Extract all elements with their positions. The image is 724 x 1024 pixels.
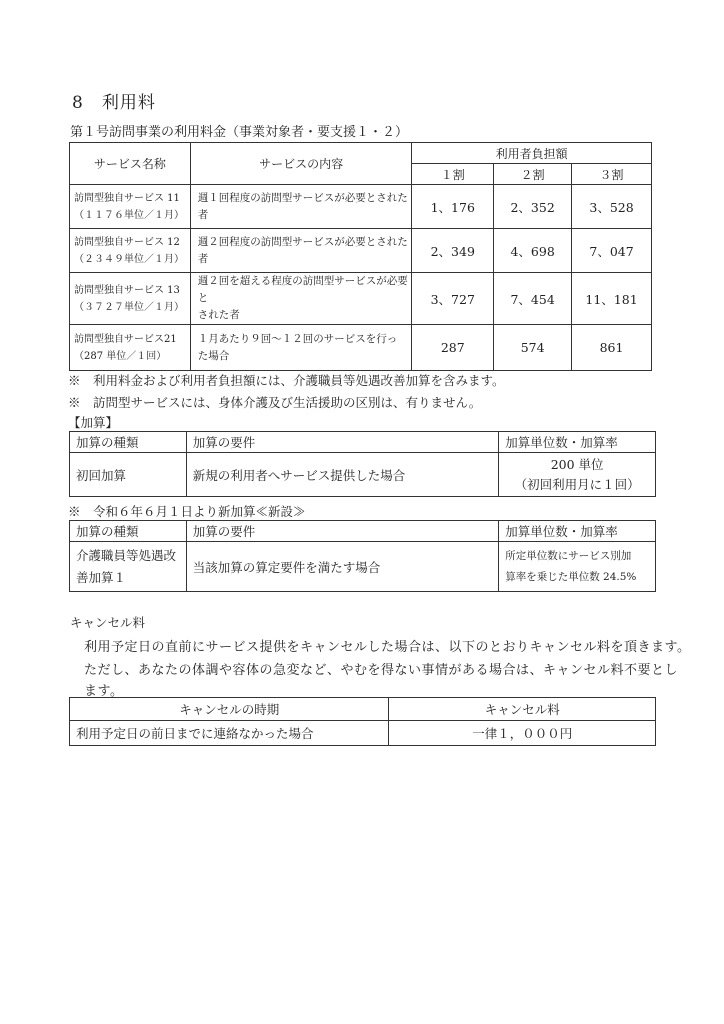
service-content: 週１回程度の訪問型サービスが必要とされた者 [197, 191, 408, 221]
addition-type-cont: 善加算１ [76, 569, 127, 585]
burden-1wari: 3、727 [412, 273, 494, 325]
addition-rate: 所定単位数にサービス別加 [505, 549, 632, 562]
addition-type-header: 加算の種類 [70, 521, 187, 542]
table-row [70, 542, 656, 592]
service-content-cont: された者 [197, 309, 240, 321]
table-row [70, 453, 656, 497]
addition-table-initial [69, 431, 656, 497]
col-content-header: サービスの内容 [190, 143, 412, 185]
burden-3wari: 861 [572, 325, 652, 371]
addition-rate-header: 加算単位数・加算率 [499, 521, 656, 542]
burden-2wari: 7、454 [494, 273, 572, 325]
col-3wari-header: ３割 [572, 164, 652, 185]
addition-units: 200 単位 [550, 456, 604, 472]
addition-rate-header: 加算単位数・加算率 [499, 432, 656, 453]
service-name: 訪問型独自サービス 12 [74, 236, 180, 248]
burden-3wari: 3、528 [572, 185, 652, 229]
burden-3wari: 11、181 [572, 273, 652, 325]
addition-type: 介護職員等処遇改 [76, 547, 177, 563]
burden-1wari: 1、176 [412, 185, 494, 229]
addition-type-header: 加算の種類 [70, 432, 187, 453]
col-1wari-header: １割 [412, 164, 494, 185]
note-no-distinction: ※ 訪問型サービスには、身体介護及び生活援助の区別は、有りません。 [68, 395, 482, 410]
burden-1wari: 2、349 [412, 229, 494, 273]
burden-2wari: 574 [494, 325, 572, 371]
addition-table-improvement [69, 520, 656, 592]
note-processing-improvement: ※ 利用料金および利用者負担額には、介護職員等処遇改善加算を含みます。 [68, 373, 505, 388]
cancel-table [69, 697, 656, 746]
table-row [70, 273, 652, 325]
addition-requirement: 当該加算の算定要件を満たす場合 [186, 542, 498, 592]
service-name: 訪問型独自サービス21 [74, 333, 177, 345]
cancel-paragraph-3: ます。 [84, 684, 124, 699]
service-units: （２３４９単位／１月） [74, 253, 184, 265]
service-name: 訪問型独自サービス 11 [74, 192, 180, 204]
cancel-fee: 一律１，０００円 [389, 721, 656, 746]
section-heading: 8 利用料 [72, 93, 156, 113]
service-content-cont: た場合 [197, 349, 230, 362]
service-content: １月あたり９回～１２回のサービスを行っ [197, 332, 398, 345]
cancel-time-header: キャンセルの時期 [70, 698, 389, 721]
service-units: （３７２７単位／１月） [74, 301, 184, 313]
note-new-addition: ※ 令和６年６月１日より新加算≪新設≫ [68, 504, 306, 519]
col-service-header: サービス名称 [70, 143, 191, 185]
addition-requirement: 新規の利用者へサービス提供した場合 [186, 453, 498, 497]
service-name: 訪問型独自サービス 13 [74, 284, 180, 296]
addition-units-note: （初回利用月に１回） [514, 476, 640, 492]
addition-rate-cont: 算率を乗じた単位数 24.5% [505, 570, 637, 583]
cancel-paragraph-1: 利用予定日の直前にサービス提供をキャンセルした場合は、以下のとおりキャンセル料を頂きます。 [84, 640, 691, 655]
service-content: 週２回程度の訪問型サービスが必要とされた者 [197, 235, 408, 265]
cancel-time: 利用予定日の前日までに連絡なかった場合 [70, 721, 389, 746]
burden-2wari: 2、352 [494, 185, 572, 229]
table-row [70, 325, 652, 371]
burden-1wari: 287 [412, 325, 494, 371]
addition-label: 【加算】 [68, 415, 119, 430]
service-units: （１１７６単位／１月） [74, 209, 184, 221]
cancel-paragraph-2: ただし、あなたの体調や容体の急変など、やむを得ない事情がある場合は、キャンセル料不要とし [84, 663, 679, 678]
fee-table-title: 第１号訪問事業の利用料金（事業対象者・要支援１・２） [70, 125, 409, 140]
col-2wari-header: ２割 [494, 164, 572, 185]
addition-requirement-header: 加算の要件 [186, 432, 498, 453]
addition-type: 初回加算 [70, 453, 187, 497]
cancel-fee-header: キャンセル料 [389, 698, 656, 721]
table-row [70, 229, 652, 273]
table-row [70, 185, 652, 229]
service-units: （287 単位／１回） [74, 350, 167, 362]
cancel-fee-title: キャンセル料 [70, 615, 146, 630]
addition-requirement-header: 加算の要件 [186, 521, 498, 542]
table-row [70, 721, 656, 746]
col-burden-header: 利用者負担額 [412, 143, 652, 164]
service-content: 週２回を超える程度の訪問型サービスが必要と [197, 275, 408, 304]
burden-2wari: 4、698 [494, 229, 572, 273]
burden-3wari: 7、047 [572, 229, 652, 273]
fee-table [69, 142, 652, 371]
